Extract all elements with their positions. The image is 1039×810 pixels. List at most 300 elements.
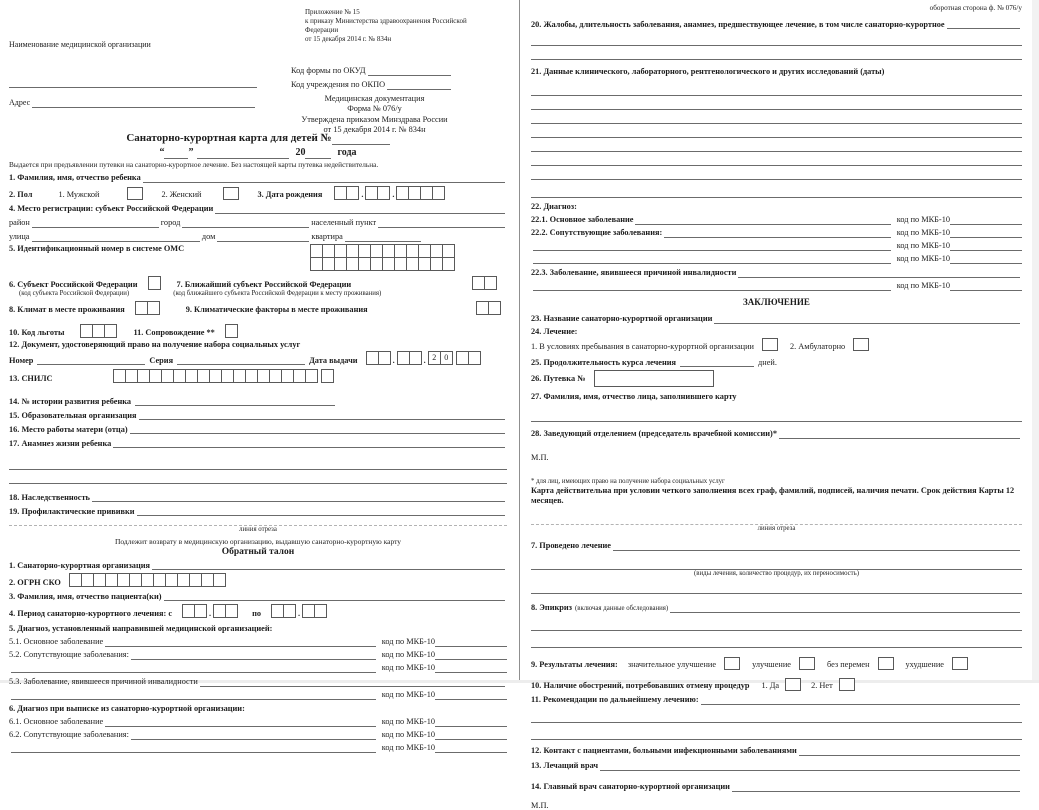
digit-box[interactable] bbox=[174, 369, 186, 383]
dob-day-boxes[interactable] bbox=[334, 186, 359, 200]
no-label: 2. Нет bbox=[811, 680, 833, 690]
field-6-7-subjects bbox=[9, 276, 507, 290]
field-26-voucher bbox=[531, 370, 1022, 387]
write-line[interactable] bbox=[11, 661, 376, 673]
issue-day-boxes[interactable] bbox=[366, 351, 391, 365]
talon-13-label: 13. Лечащий врач bbox=[531, 760, 599, 770]
write-line[interactable] bbox=[131, 728, 376, 740]
talon-6-2-label: 6.2. Сопутствующие заболевания: bbox=[9, 730, 129, 740]
issue-month-boxes[interactable] bbox=[397, 351, 422, 365]
field-18-heredity bbox=[9, 490, 507, 502]
write-line[interactable] bbox=[200, 675, 505, 687]
field-11-label: 11. Сопровождение ** bbox=[133, 327, 215, 337]
field-16-label: 16. Место работы матери (отца) bbox=[9, 424, 128, 434]
front-header bbox=[9, 6, 507, 135]
ruled-line[interactable] bbox=[531, 166, 1022, 180]
digit-box[interactable] bbox=[306, 369, 318, 383]
write-line[interactable] bbox=[152, 558, 505, 570]
med-org-write-line[interactable] bbox=[9, 76, 257, 88]
field-2-3-sex-dob bbox=[9, 186, 507, 200]
write-line[interactable] bbox=[680, 355, 754, 367]
digit-box[interactable] bbox=[383, 244, 395, 258]
digit-box[interactable] bbox=[310, 257, 323, 271]
climate-code-boxes[interactable] bbox=[135, 301, 160, 315]
field-4-label: 4. Место регистрации: субъект Российской Федерации bbox=[9, 203, 214, 213]
period-to-month-boxes[interactable] bbox=[302, 604, 327, 618]
ruled-line[interactable] bbox=[531, 726, 1022, 740]
digit-box[interactable] bbox=[379, 351, 391, 365]
digit-box[interactable] bbox=[469, 351, 481, 365]
issue-year-prefill-boxes[interactable] bbox=[428, 351, 453, 365]
write-line[interactable] bbox=[37, 353, 145, 365]
talon-8-epicrisis bbox=[531, 601, 1022, 613]
mkb-write-line[interactable] bbox=[435, 661, 507, 673]
treatment-inpatient-label: 1. В условиях пребывания в санаторно-курортной организации bbox=[531, 341, 754, 351]
digit-box[interactable] bbox=[476, 301, 489, 315]
ruled-line[interactable] bbox=[531, 634, 1022, 648]
talon-6-1-label: 6.1. Основное заболевание bbox=[9, 717, 104, 727]
field-10-11 bbox=[9, 324, 507, 338]
result-worse-label: ухудшение bbox=[905, 659, 944, 669]
ruled-line[interactable] bbox=[531, 556, 1022, 570]
checkbox-male[interactable] bbox=[127, 187, 143, 200]
return-note: Подлежит возврату в медицинскую организацию, выдавшую санаторно-курортную карту bbox=[114, 537, 402, 547]
digit-box[interactable] bbox=[113, 369, 126, 383]
digit-box[interactable] bbox=[148, 301, 160, 315]
digit-box[interactable] bbox=[472, 276, 485, 290]
dob-year-boxes[interactable] bbox=[396, 186, 445, 200]
oms-boxes-row1[interactable] bbox=[310, 244, 455, 258]
digit-box[interactable]: 0 bbox=[441, 351, 453, 365]
digit-box[interactable] bbox=[433, 186, 445, 200]
sex-label: 2. Пол bbox=[9, 189, 33, 199]
checkbox-female[interactable] bbox=[223, 187, 239, 200]
digit-box[interactable] bbox=[347, 257, 359, 271]
district-label: район bbox=[9, 217, 30, 227]
digit-box[interactable] bbox=[335, 244, 347, 258]
digit-box[interactable] bbox=[323, 244, 335, 258]
field-16-work bbox=[9, 422, 507, 434]
digit-box[interactable] bbox=[334, 186, 347, 200]
escort-box[interactable] bbox=[225, 324, 238, 338]
write-line[interactable] bbox=[32, 216, 159, 228]
year-line[interactable] bbox=[305, 147, 331, 159]
checkbox-worse[interactable] bbox=[952, 657, 968, 670]
talon-14-chief-doctor bbox=[531, 780, 1022, 792]
write-line[interactable] bbox=[613, 539, 1020, 551]
mkb-write-line[interactable] bbox=[950, 279, 1022, 291]
field-22-2-label: 22.2. Сопутствующие заболевания: bbox=[531, 228, 663, 238]
write-line[interactable] bbox=[143, 171, 505, 183]
checkbox-yes[interactable] bbox=[785, 678, 801, 691]
period-to-day-boxes[interactable] bbox=[271, 604, 296, 618]
digit-box[interactable] bbox=[310, 244, 323, 258]
house-label: дом bbox=[201, 231, 216, 241]
period-from-day-boxes[interactable] bbox=[182, 604, 207, 618]
write-line[interactable] bbox=[732, 780, 1020, 792]
write-line[interactable] bbox=[738, 266, 1020, 278]
okud-write-line[interactable] bbox=[368, 64, 452, 76]
field-4-registration bbox=[9, 202, 507, 214]
digit-box[interactable] bbox=[335, 257, 347, 271]
write-line[interactable] bbox=[130, 422, 505, 434]
digit-box[interactable] bbox=[315, 604, 327, 618]
form-title: Санаторно-курортная карта для детей № bbox=[126, 132, 332, 144]
cut-line-label: линия отреза bbox=[757, 524, 796, 532]
talon-5-2-cont-row bbox=[9, 661, 507, 673]
write-line[interactable] bbox=[32, 230, 200, 242]
checkbox-outpatient[interactable] bbox=[853, 338, 869, 351]
male-label: 1. Мужской bbox=[58, 189, 100, 199]
write-line[interactable] bbox=[600, 759, 1020, 771]
issue-note: Выдается при предъявлении путевки на санаторно-курортное лечение. Без настоящей карты путевка недействительна. bbox=[9, 159, 379, 169]
talon-9-label: 9. Результаты лечения: bbox=[531, 659, 618, 669]
ogrn-boxes[interactable] bbox=[69, 573, 226, 587]
talon-3-patient-name bbox=[9, 589, 507, 601]
digit-box[interactable] bbox=[347, 244, 359, 258]
digit-box[interactable] bbox=[222, 369, 234, 383]
digit-box[interactable] bbox=[443, 244, 455, 258]
ruled-line[interactable] bbox=[531, 124, 1022, 138]
field-7-note: (код ближайшего субъекта Российской Федерации к месту проживания) bbox=[173, 289, 382, 297]
digit-box[interactable] bbox=[94, 573, 106, 587]
talon-5-1-row bbox=[9, 635, 507, 647]
ruled-line[interactable] bbox=[531, 408, 1022, 422]
okpo-label: Код учреждения по ОКПО bbox=[291, 80, 386, 90]
write-line[interactable] bbox=[11, 688, 376, 700]
digit-box[interactable] bbox=[195, 604, 207, 618]
female-label: 2. Женский bbox=[161, 189, 202, 199]
digit-box[interactable] bbox=[118, 573, 130, 587]
digit-box[interactable] bbox=[178, 573, 190, 587]
doc-series-label: Серия bbox=[149, 355, 174, 365]
mkb-label: код по МКБ-10 bbox=[896, 215, 950, 225]
digit-box[interactable] bbox=[371, 257, 383, 271]
digit-box[interactable] bbox=[284, 604, 296, 618]
field-20-label: 20. Жалобы, длительность заболевания, анамнез, предшествующее лечение, в том числе санаторно-курортное bbox=[531, 19, 945, 29]
digit-box[interactable] bbox=[443, 257, 455, 271]
checkbox-no[interactable] bbox=[839, 678, 855, 691]
digit-box[interactable] bbox=[323, 257, 335, 271]
digit-box[interactable] bbox=[182, 604, 195, 618]
form-date-row bbox=[9, 147, 507, 159]
mkb-write-line[interactable] bbox=[950, 239, 1022, 251]
write-line[interactable] bbox=[137, 504, 505, 516]
write-line[interactable] bbox=[139, 408, 505, 420]
write-line[interactable] bbox=[779, 427, 1020, 439]
digit-box[interactable] bbox=[270, 369, 282, 383]
snils-boxes[interactable] bbox=[113, 369, 318, 383]
mkb-label: код по МКБ-10 bbox=[896, 281, 950, 291]
digit-box[interactable] bbox=[186, 369, 198, 383]
digit-box[interactable] bbox=[485, 276, 497, 290]
digit-box[interactable] bbox=[138, 369, 150, 383]
mkb-write-line[interactable] bbox=[435, 715, 507, 727]
write-line[interactable] bbox=[947, 17, 1020, 29]
write-line[interactable] bbox=[799, 744, 1020, 756]
ruled-line[interactable] bbox=[531, 617, 1022, 631]
write-line[interactable] bbox=[105, 715, 376, 727]
period-to-label: по bbox=[252, 608, 262, 618]
field-21-label: 21. Данные клинического, лабораторного, рентгенологического и других исследований (даты) bbox=[531, 67, 885, 77]
voucher-number-box[interactable] bbox=[594, 370, 714, 387]
field-17-anamnesis bbox=[9, 436, 507, 448]
write-line[interactable] bbox=[378, 216, 505, 228]
result-no-change-label: без перемен bbox=[826, 659, 870, 669]
issue-year-boxes[interactable] bbox=[456, 351, 481, 365]
ruled-line[interactable] bbox=[9, 456, 507, 470]
digit-box[interactable] bbox=[421, 186, 433, 200]
digit-box[interactable] bbox=[489, 301, 501, 315]
digit-box[interactable] bbox=[383, 257, 395, 271]
digit-box[interactable] bbox=[419, 244, 431, 258]
mkb-label: код по МКБ-10 bbox=[896, 254, 950, 264]
digit-box[interactable] bbox=[359, 244, 371, 258]
oms-boxes-row2[interactable] bbox=[310, 257, 455, 271]
meddoc-line: Медицинская документация bbox=[324, 94, 425, 103]
address-write-line[interactable] bbox=[32, 96, 255, 108]
digit-box[interactable] bbox=[321, 369, 334, 383]
checkbox-better[interactable] bbox=[799, 657, 815, 670]
digit-box[interactable] bbox=[213, 604, 226, 618]
field-4-district-row bbox=[9, 216, 507, 228]
field-13-snils bbox=[9, 369, 507, 383]
write-line[interactable] bbox=[701, 693, 1020, 705]
write-line[interactable] bbox=[635, 213, 890, 225]
talon-5-3-cont-row bbox=[9, 688, 507, 700]
ruled-line[interactable] bbox=[531, 82, 1022, 96]
climate-factor-boxes[interactable] bbox=[476, 301, 501, 315]
digit-box[interactable] bbox=[150, 369, 162, 383]
digit-box[interactable] bbox=[210, 369, 222, 383]
talon-7-caption: (виды лечения, количество процедур, их переносимость) bbox=[694, 569, 859, 577]
year-prefix: 20 bbox=[295, 147, 306, 159]
write-line[interactable] bbox=[664, 226, 891, 238]
digit-box[interactable] bbox=[82, 573, 94, 587]
month-line[interactable] bbox=[197, 147, 289, 159]
ruled-line[interactable] bbox=[531, 96, 1022, 110]
talon-6-1-row bbox=[9, 715, 507, 727]
talon-5-3-row bbox=[9, 675, 507, 687]
write-line[interactable] bbox=[11, 741, 376, 753]
digit-box[interactable] bbox=[190, 573, 202, 587]
digit-box[interactable] bbox=[431, 244, 443, 258]
checkbox-no-change[interactable] bbox=[878, 657, 894, 670]
mkb-label: код по МКБ-10 bbox=[381, 663, 435, 673]
digit-box[interactable] bbox=[366, 351, 379, 365]
write-line[interactable] bbox=[670, 601, 1020, 613]
ruled-line[interactable] bbox=[531, 709, 1022, 723]
digit-box[interactable] bbox=[395, 244, 407, 258]
write-line[interactable] bbox=[533, 239, 891, 251]
digit-box[interactable] bbox=[359, 257, 371, 271]
ruled-line[interactable] bbox=[531, 32, 1022, 46]
talon-6-heading: 6. Диагноз при выписке из санаторно-курортной организации: bbox=[9, 704, 245, 714]
digit-box[interactable] bbox=[378, 186, 390, 200]
result-much-better-label: значительное улучшение bbox=[627, 659, 717, 669]
write-line[interactable] bbox=[345, 230, 421, 242]
digit-box[interactable] bbox=[294, 369, 306, 383]
mkb-write-line[interactable] bbox=[435, 648, 507, 660]
digit-box[interactable] bbox=[395, 257, 407, 271]
mkb-label: код по МКБ-10 bbox=[896, 228, 950, 238]
talon-2-ogrn bbox=[9, 573, 507, 587]
talon-5-1-label: 5.1. Основное заболевание bbox=[9, 637, 104, 647]
talon-5-3-label: 5.3. Заболевание, явившееся причиной инвалидности bbox=[9, 677, 198, 687]
write-line[interactable] bbox=[177, 353, 305, 365]
talon-2-label: 2. ОГРН СКО bbox=[9, 577, 61, 587]
digit-box[interactable] bbox=[258, 369, 270, 383]
talon-6-2-cont-row bbox=[9, 741, 507, 753]
write-line[interactable] bbox=[164, 589, 506, 601]
digit-box[interactable] bbox=[198, 369, 210, 383]
digit-box[interactable] bbox=[93, 324, 105, 338]
mkb-write-line[interactable] bbox=[950, 213, 1022, 225]
digit-box[interactable] bbox=[407, 244, 419, 258]
oms-boxes bbox=[310, 244, 455, 271]
validity-note: Карта действительна при условии четкого заполнения всех граф, фамилий, подписей, наличия печати. Срок действия Карты 12 месяцев. bbox=[531, 486, 1015, 505]
field-17-label: 17. Анамнез жизни ребенка bbox=[9, 438, 112, 448]
day-line[interactable] bbox=[164, 147, 188, 159]
digit-box[interactable] bbox=[142, 573, 154, 587]
dob-month-boxes[interactable] bbox=[365, 186, 390, 200]
mkb-write-line[interactable] bbox=[435, 728, 507, 740]
ruled-line[interactable] bbox=[531, 152, 1022, 166]
talon-9-results bbox=[531, 657, 1022, 670]
field-22-3-row bbox=[531, 266, 1022, 278]
digit-box[interactable]: 2 bbox=[428, 351, 441, 365]
field-23-org-name bbox=[531, 312, 1022, 324]
write-line[interactable] bbox=[113, 436, 505, 448]
digit-box[interactable] bbox=[347, 186, 359, 200]
field-14-history bbox=[9, 394, 507, 406]
field-7-label: 7. Ближайший субъект Российской Федерации bbox=[176, 279, 352, 289]
nearest-subject-code-boxes[interactable] bbox=[472, 276, 497, 290]
digit-box[interactable] bbox=[166, 573, 178, 587]
digit-box[interactable] bbox=[106, 573, 118, 587]
write-line[interactable] bbox=[533, 252, 891, 264]
digit-box[interactable] bbox=[410, 351, 422, 365]
digit-box[interactable] bbox=[302, 604, 315, 618]
mkb-write-line[interactable] bbox=[950, 252, 1022, 264]
appendix-line: к приказу Министерства здравоохранения Российской bbox=[305, 17, 467, 26]
period-from-month-boxes[interactable] bbox=[213, 604, 238, 618]
digit-box[interactable] bbox=[246, 369, 258, 383]
write-line[interactable] bbox=[92, 490, 505, 502]
ruled-line[interactable] bbox=[531, 46, 1022, 60]
write-line[interactable] bbox=[135, 394, 335, 406]
field-28-label: 28. Заведующий отделением (председатель врачебной комиссии)* bbox=[531, 429, 777, 439]
digit-box[interactable] bbox=[225, 324, 238, 338]
digit-box[interactable] bbox=[226, 604, 238, 618]
digit-box[interactable] bbox=[371, 244, 383, 258]
snils-last-box[interactable] bbox=[321, 369, 334, 383]
quote-open: “ bbox=[159, 147, 165, 159]
benefit-code-boxes[interactable] bbox=[80, 324, 117, 338]
mkb-write-line[interactable] bbox=[950, 226, 1022, 238]
talon-13-doctor bbox=[531, 759, 1022, 771]
ruled-line[interactable] bbox=[531, 138, 1022, 152]
mkb-write-line[interactable] bbox=[435, 741, 507, 753]
digit-box[interactable] bbox=[407, 257, 419, 271]
ruled-line[interactable] bbox=[531, 110, 1022, 124]
mkb-label: код по МКБ-10 bbox=[381, 637, 435, 647]
field-14-label: 14. № истории развития ребенка bbox=[9, 396, 132, 406]
digit-box[interactable] bbox=[130, 573, 142, 587]
field-19-vaccinations bbox=[9, 504, 507, 516]
mkb-label: код по МКБ-10 bbox=[381, 650, 435, 660]
digit-box[interactable] bbox=[419, 257, 431, 271]
ruled-line[interactable] bbox=[9, 470, 507, 484]
write-line[interactable] bbox=[217, 230, 309, 242]
subject-code-box[interactable] bbox=[148, 276, 161, 290]
digit-box[interactable] bbox=[80, 324, 93, 338]
address-label: Адрес bbox=[9, 98, 31, 108]
result-better-label: улучшение bbox=[752, 659, 791, 669]
digit-box[interactable] bbox=[234, 369, 246, 383]
field-9-label: 9. Климатические факторы в месте проживания bbox=[185, 304, 368, 314]
digit-box[interactable] bbox=[397, 351, 410, 365]
write-line[interactable] bbox=[533, 279, 891, 291]
dot-separator: . bbox=[423, 355, 426, 365]
dob-label: 3. Дата рождения bbox=[257, 189, 323, 199]
digit-box[interactable] bbox=[202, 573, 214, 587]
digit-box[interactable] bbox=[162, 369, 174, 383]
checkbox-much-better[interactable] bbox=[724, 657, 740, 670]
ruled-line[interactable] bbox=[531, 184, 1022, 198]
digit-box[interactable] bbox=[154, 573, 166, 587]
digit-box[interactable] bbox=[69, 573, 82, 587]
digit-box[interactable] bbox=[214, 573, 226, 587]
write-line[interactable] bbox=[215, 202, 505, 214]
write-line[interactable] bbox=[131, 648, 376, 660]
okud-label: Код формы по ОКУД bbox=[291, 66, 366, 76]
digit-box[interactable] bbox=[126, 369, 138, 383]
digit-box[interactable] bbox=[409, 186, 421, 200]
write-line[interactable] bbox=[105, 635, 376, 647]
talon-7-label: 7. Проведено лечение bbox=[531, 540, 611, 550]
field-15-label: 15. Образовательная организация bbox=[9, 410, 137, 420]
meddoc-line: Утверждена приказом Минздрава России bbox=[301, 114, 448, 124]
digit-box[interactable] bbox=[431, 257, 443, 271]
digit-box[interactable] bbox=[148, 276, 161, 290]
mkb-write-line[interactable] bbox=[435, 688, 507, 700]
yes-label: 1. Да bbox=[761, 680, 780, 690]
mkb-write-line[interactable] bbox=[435, 635, 507, 647]
field-6-label: 6. Субъект Российской Федерации bbox=[9, 279, 138, 289]
digit-box[interactable] bbox=[396, 186, 409, 200]
digit-box[interactable] bbox=[365, 186, 378, 200]
treatment-outpatient-label: 2. Амбулаторно bbox=[789, 341, 846, 351]
ruled-line[interactable] bbox=[531, 580, 1022, 594]
digit-box[interactable] bbox=[271, 604, 284, 618]
talon-5-2-row bbox=[9, 648, 507, 660]
checkbox-inpatient[interactable] bbox=[762, 338, 778, 351]
back-corner-note: оборотная сторона ф. № 076/у bbox=[929, 4, 1022, 12]
meddoc-block bbox=[277, 94, 472, 135]
digit-box[interactable] bbox=[135, 301, 148, 315]
digit-box[interactable] bbox=[456, 351, 469, 365]
okpo-write-line[interactable] bbox=[387, 78, 451, 90]
write-line[interactable] bbox=[182, 216, 309, 228]
digit-box[interactable] bbox=[282, 369, 294, 383]
digit-box[interactable] bbox=[105, 324, 117, 338]
back-page bbox=[519, 0, 1039, 810]
talon-5-heading: 5. Диагноз, установленный направившей медицинской организацией: bbox=[9, 624, 273, 634]
write-line[interactable] bbox=[714, 312, 1020, 324]
field-10-label: 10. Код льготы bbox=[9, 327, 65, 337]
field-25-duration bbox=[531, 355, 1022, 367]
